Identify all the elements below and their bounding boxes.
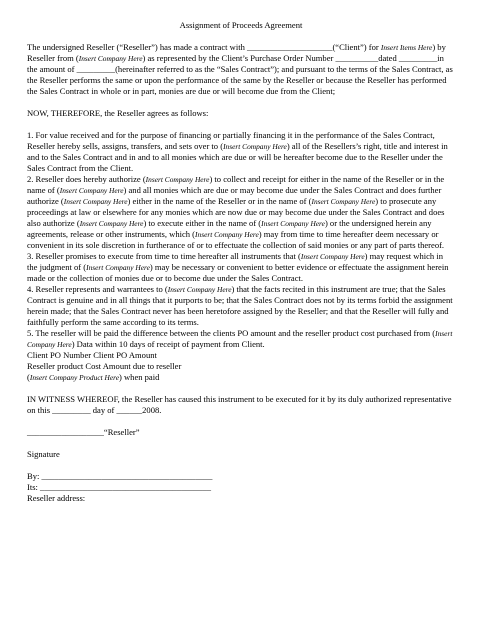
clause-3: 3. Reseller promises to execute from time to time hereafter all instruments that (Insert Company Here) may request which in the judgment of (Insert Company Here) may be necessary or convenient to better evidence or effectuate the assignment herein made or the collection of monies due or to become due under the Sales Contract. <box>27 251 449 283</box>
placeholder-company: Insert Company Here <box>261 219 325 228</box>
product-line: (Insert Company Product Here) when paid <box>27 372 160 382</box>
placeholder-company: Insert Company Here <box>63 197 128 206</box>
placeholder-company: Insert Company Here <box>79 219 144 228</box>
client-po-line: Client PO Number Client PO Amount <box>27 350 157 360</box>
its-line: Its: ________________________________________ <box>27 482 211 492</box>
placeholder-company: Insert Company Here <box>145 175 210 184</box>
placeholder-company: Insert Company Here <box>86 263 150 272</box>
placeholder-company: Insert Company Here <box>195 230 259 239</box>
placeholder-company: Insert Company Here <box>78 54 143 63</box>
placeholder-company: Insert Company Here <box>59 186 124 195</box>
document-title: Assignment of Proceeds Agreement <box>179 20 303 30</box>
placeholder-company: Insert Company Here <box>223 142 287 151</box>
signature-label: Signature <box>27 449 60 459</box>
placeholder-items: Insert Items Here <box>380 43 433 52</box>
clause-5: 5. The reseller will be paid the difference between the clients PO amount and the reseller product cost purchased from (Insert Company Here) Data within 10 days of receipt of payment from Client. <box>27 328 453 349</box>
reseller-cost-line: Reseller product Cost Amount due to reseller <box>27 361 182 371</box>
placeholder-product: Insert Company Product Here <box>29 373 120 382</box>
clause-2: 2. Reseller does hereby authorize (Insert Company Here) to collect and receipt for either in the name of the Reseller or in the name of (Insert Company Here) and all monies which are due or may become due under the Sales Contract and does further authorize (Insert Company Here) either in the name of the Reseller or in the name of (Insert Company Here) to prosecute any proceedings at law or elsewhere for any monies which are now due or may become due under the Sales Contract and does also authorize (Insert Company Here) to execute either in the name of (Insert Company Here) or the undersigned herein any agreements, release or other instruments, which (Insert Company Here) may from time to time hereafter deem necessary or convenient in its sole discretion in furtherance of or to effectuate the collection of said monies or any part of parts thereof. <box>27 174 445 250</box>
reseller-address-label: Reseller address: <box>27 493 86 503</box>
now-therefore-line: NOW, THEREFORE, the Reseller agrees as follows: <box>27 108 209 118</box>
placeholder-company: Insert Company Here <box>167 285 232 294</box>
by-line: By: ________________________________________ <box>27 471 213 481</box>
clause-4: 4. Reseller represents and warrantees to (Insert Company Here) that the facts recited in this instrument are true; that the Sales Contract is genuine and in all things that it purports to be; that the Sales Contract does not by its terms forbid the assignment herein made; that the Sales Contract never has been heretofore assigned by the Reseller; and that the Reseller will fully and faithfully perform the same according to its terms. <box>27 284 453 327</box>
reseller-signature-line: __________________“Reseller” <box>27 427 140 437</box>
placeholder-company: Insert Company Here <box>311 197 376 206</box>
clause-1: 1. For value received and for the purpose of financing or partially financing it in the performance of the Sales Contract, Reseller hereby sells, assigns, transfers, and sets over to (Insert Company Here) all of the Resellers’s right, title and interest in and to the Sales Contract and in and to all monies which are due or will be hereafter become due to the Reseller under the Sales Contract from the Client. <box>27 130 448 173</box>
placeholder-company: Insert Company Here <box>300 252 365 261</box>
placeholder-company: Insert Company Here <box>27 329 453 349</box>
witness-paragraph: IN WITNESS WHEREOF, the Reseller has caused this instrument to be executed for it by its duly authorized representative on this _________ day of ______2008. <box>27 394 452 415</box>
intro-paragraph: The undersigned Reseller (“Reseller”) has made a contract with ____________________(“Client”) for Insert Items Here) by Reseller from (Insert Company Here) as represented by the Client’s Purchase Order Number __________dated _________in the amount of _________(hereinafter referred to as the “Sales Contract”); and pursuant to the terms of the Sales Contract, as the Reseller performs the same or upon the performance of the same by the Reseller or because the Reseller has performed the Sales Contract in whole or in part, monies are due or will become due from the Client; <box>27 42 453 96</box>
